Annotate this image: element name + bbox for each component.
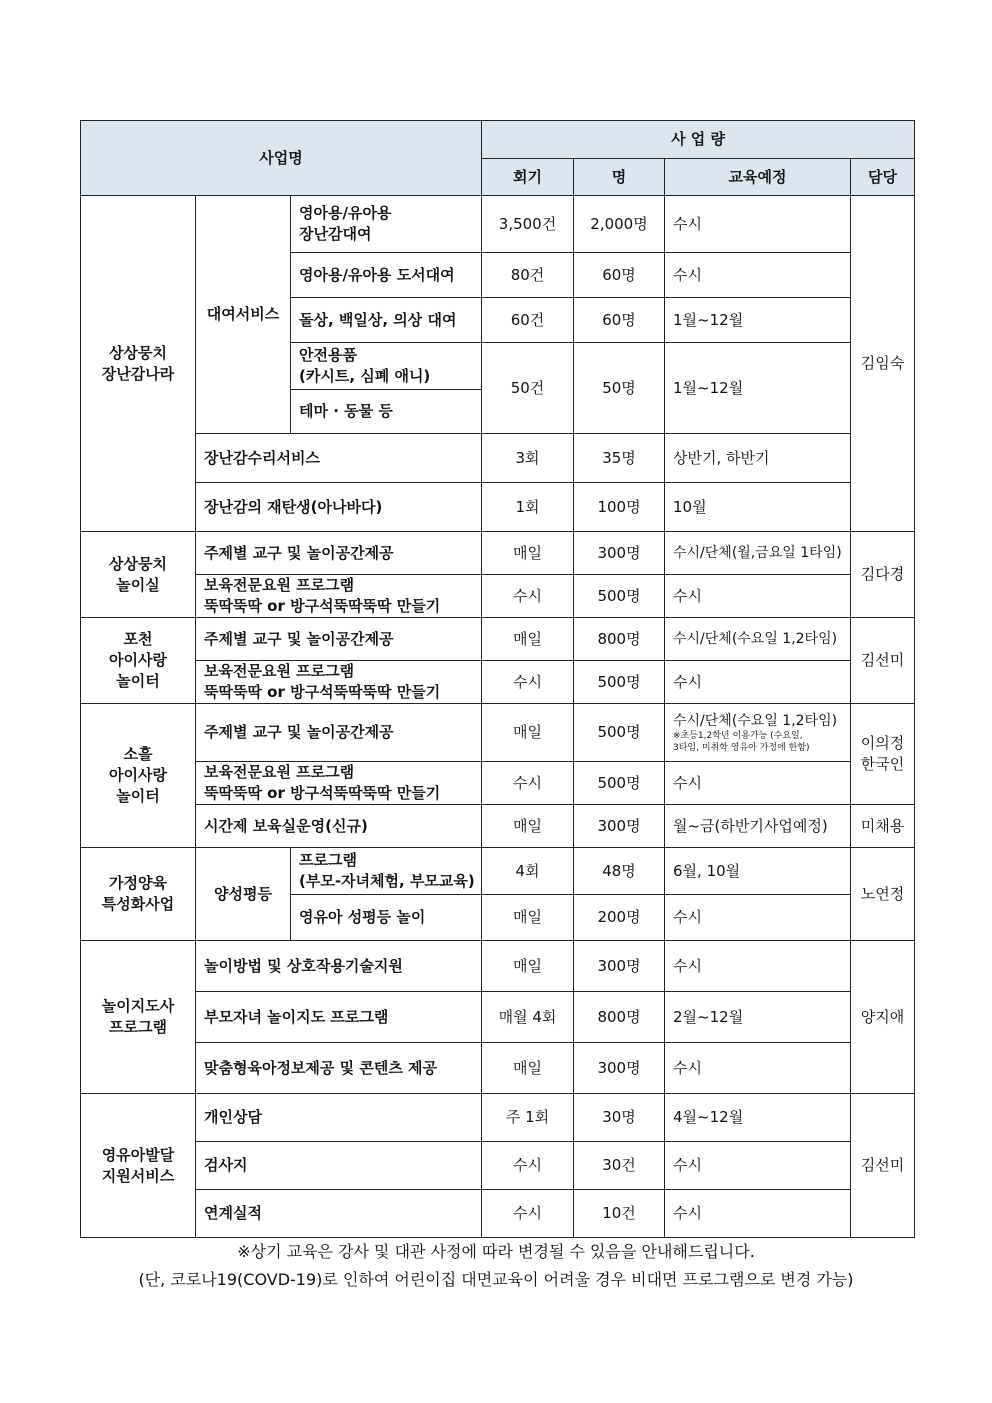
manager-cell: 김다경 [851, 532, 915, 618]
header-col-schedule: 교육예정 [665, 159, 851, 196]
schedule-cell: 수시/단체(수요일 1,2타임) [665, 618, 851, 661]
item-name: 맞춤형육아정보제공 및 콘텐츠 제공 [196, 1043, 482, 1094]
people-cell: 100명 [574, 483, 665, 532]
table-row [81, 992, 915, 1043]
table-row [81, 805, 915, 848]
session-cell: 매일 [482, 941, 574, 992]
table-row [81, 575, 915, 618]
subsection-name: 대여서비스 [196, 196, 291, 434]
schedule-cell: 수시 [665, 196, 851, 253]
table-row [81, 941, 915, 992]
item-name: 장난감의 재탄생(아나바다) [196, 483, 482, 532]
people-cell: 30명 [574, 1094, 665, 1142]
session-cell: 3,500건 [482, 196, 574, 253]
table-row [81, 704, 915, 762]
manager-cell: 김임숙 [851, 196, 915, 532]
people-cell: 300명 [574, 805, 665, 848]
schedule-cell: 2월~12월 [665, 992, 851, 1043]
session-cell: 매일 [482, 805, 574, 848]
table-row [81, 532, 915, 575]
session-cell: 50건 [482, 343, 574, 434]
schedule-cell: 수시 [665, 1142, 851, 1190]
header-col-manager: 담당 [851, 159, 915, 196]
schedule-cell: 수시 [665, 253, 851, 298]
item-name: 장난감수리서비스 [196, 434, 482, 483]
table-row [81, 661, 915, 704]
item-name: 돌상, 백일상, 의상 대여 [291, 298, 482, 343]
schedule-cell: 수시/단체(월,금요일 1타임) [665, 532, 851, 575]
session-cell: 주 1회 [482, 1094, 574, 1142]
schedule-cell: 수시/단체(수요일 1,2타임) ※초등1,2학년 이용가능 (수요일, 3타임, 미취학 영유아 가정에 한함) [665, 704, 851, 762]
schedule-cell: 1월~12월 [665, 298, 851, 343]
people-cell: 200명 [574, 895, 665, 941]
table-row [81, 434, 915, 483]
table-row [81, 618, 915, 661]
people-cell: 500명 [574, 661, 665, 704]
schedule-cell: 월~금(하반기사업예정) [665, 805, 851, 848]
manager-cell: 김선미 [851, 618, 915, 704]
session-cell: 수시 [482, 661, 574, 704]
people-cell: 60명 [574, 298, 665, 343]
section-name: 상상뭉치 장난감나라 [81, 196, 196, 532]
people-cell: 300명 [574, 1043, 665, 1094]
item-name: 개인상담 [196, 1094, 482, 1142]
schedule-note: ※초등1,2학년 이용가능 (수요일, [673, 730, 803, 741]
item-name: 부모자녀 놀이지도 프로그램 [196, 992, 482, 1043]
people-cell: 800명 [574, 618, 665, 661]
table-row [81, 1142, 915, 1190]
item-name: 안전용품 (카시트, 심폐 애니) [291, 343, 482, 390]
schedule-cell: 수시 [665, 762, 851, 805]
schedule-cell: 1월~12월 [665, 343, 851, 434]
manager-cell: 이의정 한국인 [851, 704, 915, 805]
session-cell: 매일 [482, 895, 574, 941]
table-row [81, 1043, 915, 1094]
people-cell: 800명 [574, 992, 665, 1043]
item-name: 테마 · 동물 등 [291, 390, 482, 434]
business-plan-table [80, 120, 915, 1238]
item-name: 놀이방법 및 상호작용기술지원 [196, 941, 482, 992]
header-business-name: 사업명 [81, 121, 482, 196]
session-cell: 60건 [482, 298, 574, 343]
item-name: 주제별 교구 및 놀이공간제공 [196, 618, 482, 661]
people-cell: 30건 [574, 1142, 665, 1190]
section-name: 포천 아이사랑 놀이터 [81, 618, 196, 704]
people-cell: 500명 [574, 762, 665, 805]
people-cell: 2,000명 [574, 196, 665, 253]
schedule-cell: 4월~12월 [665, 1094, 851, 1142]
people-cell: 10건 [574, 1190, 665, 1238]
footnote-2: (단, 코로나19(COVD-19)로 인하여 어린이집 대면교육이 어려울 경우 비대면 프로그램으로 변경 가능) [138, 1270, 854, 1289]
session-cell: 수시 [482, 762, 574, 805]
table-row [81, 762, 915, 805]
section-name: 가정양육 특성화사업 [81, 848, 196, 941]
header-col-session: 회기 [482, 159, 574, 196]
people-cell: 300명 [574, 941, 665, 992]
session-cell: 수시 [482, 1142, 574, 1190]
section-name: 놀이지도사 프로그램 [81, 941, 196, 1094]
session-cell: 수시 [482, 1190, 574, 1238]
people-cell: 500명 [574, 704, 665, 762]
session-cell: 매일 [482, 1043, 574, 1094]
section-name: 상상뭉치 놀이실 [81, 532, 196, 618]
header-col-people: 명 [574, 159, 665, 196]
session-cell: 매일 [482, 618, 574, 661]
manager-cell: 김선미 [851, 1094, 915, 1238]
session-cell: 매일 [482, 532, 574, 575]
people-cell: 300명 [574, 532, 665, 575]
session-cell: 80건 [482, 253, 574, 298]
item-name: 보육전문요원 프로그램 뚝딱뚝딱 or 방구석뚝딱뚝딱 만들기 [196, 762, 482, 805]
schedule-cell: 수시 [665, 661, 851, 704]
session-cell: 4회 [482, 848, 574, 895]
session-cell: 수시 [482, 575, 574, 618]
table-row [81, 1094, 915, 1142]
schedule-cell: 수시 [665, 575, 851, 618]
schedule-cell: 수시 [665, 1190, 851, 1238]
item-name: 보육전문요원 프로그램 뚝딱뚝딱 or 방구석뚝딱뚝딱 만들기 [196, 661, 482, 704]
schedule-note: 3타임, 미취학 영유아 가정에 한함) [673, 742, 810, 753]
schedule-cell: 수시 [665, 1043, 851, 1094]
manager-cell: 미채용 [851, 805, 915, 848]
item-name: 프로그램 (부모-자녀체험, 부모교육) [291, 848, 482, 895]
schedule-cell: 6월, 10월 [665, 848, 851, 895]
item-name: 영아용/유아용 장난감대여 [291, 196, 482, 253]
session-cell: 1회 [482, 483, 574, 532]
session-cell: 3회 [482, 434, 574, 483]
table-row [81, 483, 915, 532]
people-cell: 500명 [574, 575, 665, 618]
people-cell: 35명 [574, 434, 665, 483]
section-name: 소흘 아이사랑 놀이터 [81, 704, 196, 848]
footnote-1: ※상기 교육은 강사 및 대관 사정에 따라 변경될 수 있음을 안내해드립니다. [237, 1242, 755, 1261]
item-name: 보육전문요원 프로그램 뚝딱뚝딱 or 방구석뚝딱뚝딱 만들기 [196, 575, 482, 618]
session-cell: 매일 [482, 704, 574, 762]
schedule-cell: 상반기, 하반기 [665, 434, 851, 483]
table-row [81, 196, 915, 253]
item-name: 주제별 교구 및 놀이공간제공 [196, 704, 482, 762]
section-name: 영유아발달 지원서비스 [81, 1094, 196, 1238]
header-business-volume: 사 업 량 [482, 121, 915, 159]
subsection-name: 양성평등 [196, 848, 291, 941]
schedule-cell: 10월 [665, 483, 851, 532]
manager-cell: 노연정 [851, 848, 915, 941]
item-name: 연계실적 [196, 1190, 482, 1238]
people-cell: 48명 [574, 848, 665, 895]
schedule-cell: 수시 [665, 895, 851, 941]
item-name: 검사지 [196, 1142, 482, 1190]
people-cell: 60명 [574, 253, 665, 298]
item-name: 영아용/유아용 도서대여 [291, 253, 482, 298]
item-name: 영유아 성평등 놀이 [291, 895, 482, 941]
table-row [81, 848, 915, 895]
session-cell: 매월 4회 [482, 992, 574, 1043]
people-cell: 50명 [574, 343, 665, 434]
item-name: 시간제 보육실운영(신규) [196, 805, 482, 848]
table-row [81, 1190, 915, 1238]
item-name: 주제별 교구 및 놀이공간제공 [196, 532, 482, 575]
schedule-cell: 수시 [665, 941, 851, 992]
manager-cell: 양지애 [851, 941, 915, 1094]
